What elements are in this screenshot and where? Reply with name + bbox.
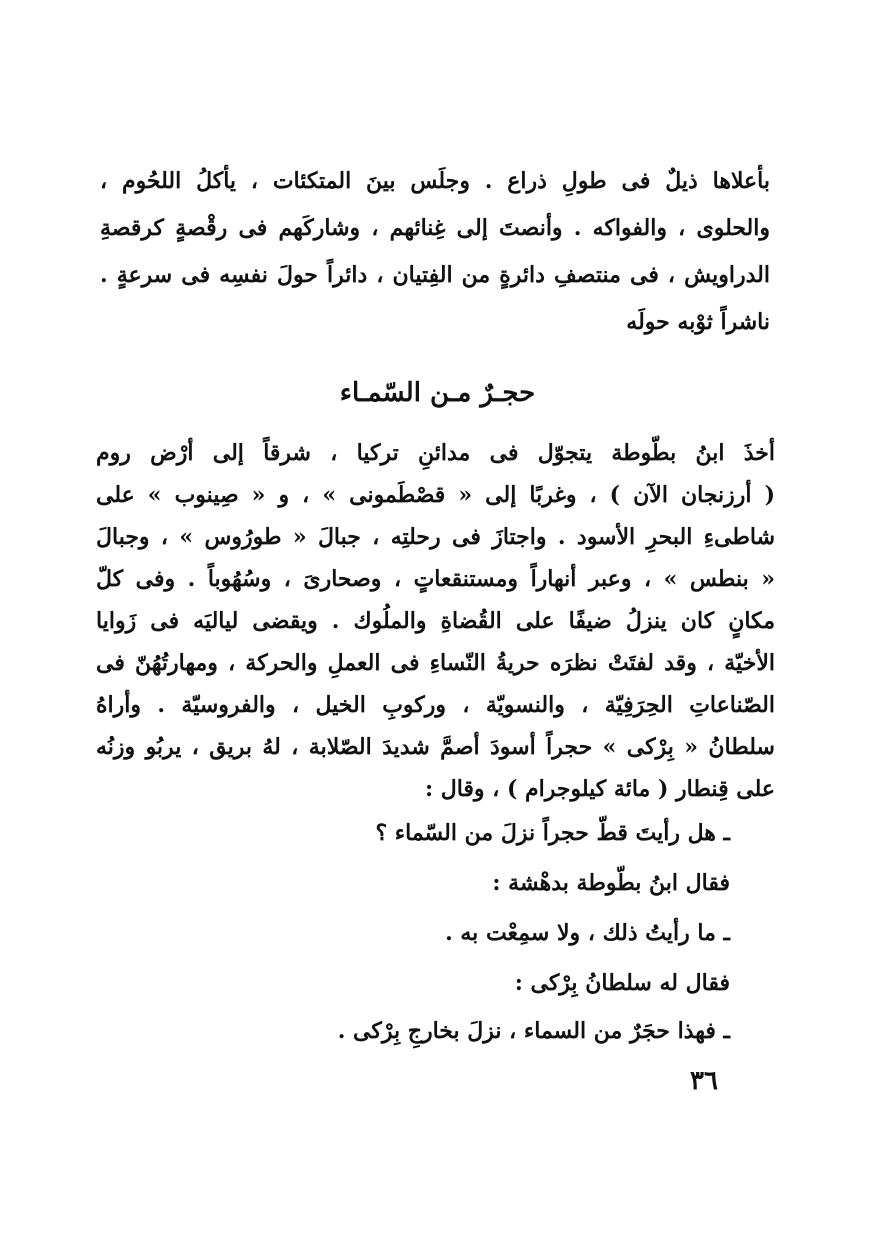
dialogue-line: ـ فهذا حجَرٌ من السماء ، نزلَ بخارجِ بِرْكى . <box>337 1018 730 1044</box>
paragraph-line: ( أرزنجان الآن ) ، وغربًا إلى « قصْطَمونى » ، و « صِينوب » على <box>96 482 775 508</box>
intro-line: والحلوى ، والفواكه . وأنصتَ إلى غِنائهم ، وشاركَهم فى رقْصةٍ كرقصةِ <box>100 215 770 241</box>
dialogue-block <box>200 818 730 1048</box>
paragraph-line: مكانٍ كان ينزلُ ضيفًا على القُضاةِ والملُوك . ويقضى لياليَه فى زَوايا <box>96 608 775 634</box>
dialogue-line: فقال له سلطانُ بِرْكى : <box>514 970 730 996</box>
intro-line: بأعلاها ذيلٌ فى طولِ ذراع . وجلَس بينَ المتكئات ، يأكلُ اللحُوم ، <box>100 168 770 194</box>
intro-line: الدراويش ، فى منتصفِ دائرةٍ من الفِتيان ، دائراً حولَ نفسِه فى سرعةٍ . <box>100 262 770 288</box>
paragraph-line: سلطانُ « بِرْكى » حجراً أسودَ أصمَّ شديدَ الصّلابة ، لهُ بريق ، يربُو وزنُه <box>96 734 775 760</box>
intro-paragraph <box>100 166 770 336</box>
section-heading: حجـرٌ مـن السّمـاء <box>339 378 536 408</box>
dialogue-line: ـ ما رأيتُ ذلك ، ولا سمِعْت به . <box>445 920 730 946</box>
paragraph-line: الأخيّة ، وقد لفتَتْ نظرَه حريةُ النّساءِ فى العملِ والحركة ، ومهارتُهُنّ فى <box>96 650 775 676</box>
paragraph-line: على قِنطار ( مائة كيلوجرام ) ، وقال : <box>424 776 775 802</box>
paragraph-line: شاطىءِ البحرِ الأسود . واجتازَ فى رحلتِه ، جبالَ « طورُوس » ، وجبالَ <box>96 524 775 550</box>
page-number: ٣٦ <box>690 1066 718 1096</box>
paragraph-line: الصّناعاتِ الحِرَفِيّة ، والنسويّة ، وركوبِ الخيل ، والفروسيّة . وأراهُ <box>96 692 775 718</box>
main-paragraph <box>96 438 775 818</box>
dialogue-line: ـ هل رأيتَ قطّ حجراً نزلَ من السّماء ؟ <box>375 820 730 846</box>
paragraph-line: « بنطس » ، وعبر أنهاراً ومستنقعاتٍ ، وصحارىَ ، وسُهُوباً . وفى كلّ <box>96 566 775 592</box>
paragraph-line: أخذَ ابنُ بطّوطة يتجوّل فى مدائنِ تركيا ، شرقاً إلى أرْض روم <box>96 440 775 466</box>
dialogue-line: فقال ابنُ بطّوطة بدهْشة : <box>492 870 730 896</box>
intro-line: ناشراً ثوْبه حولَه <box>626 309 770 335</box>
